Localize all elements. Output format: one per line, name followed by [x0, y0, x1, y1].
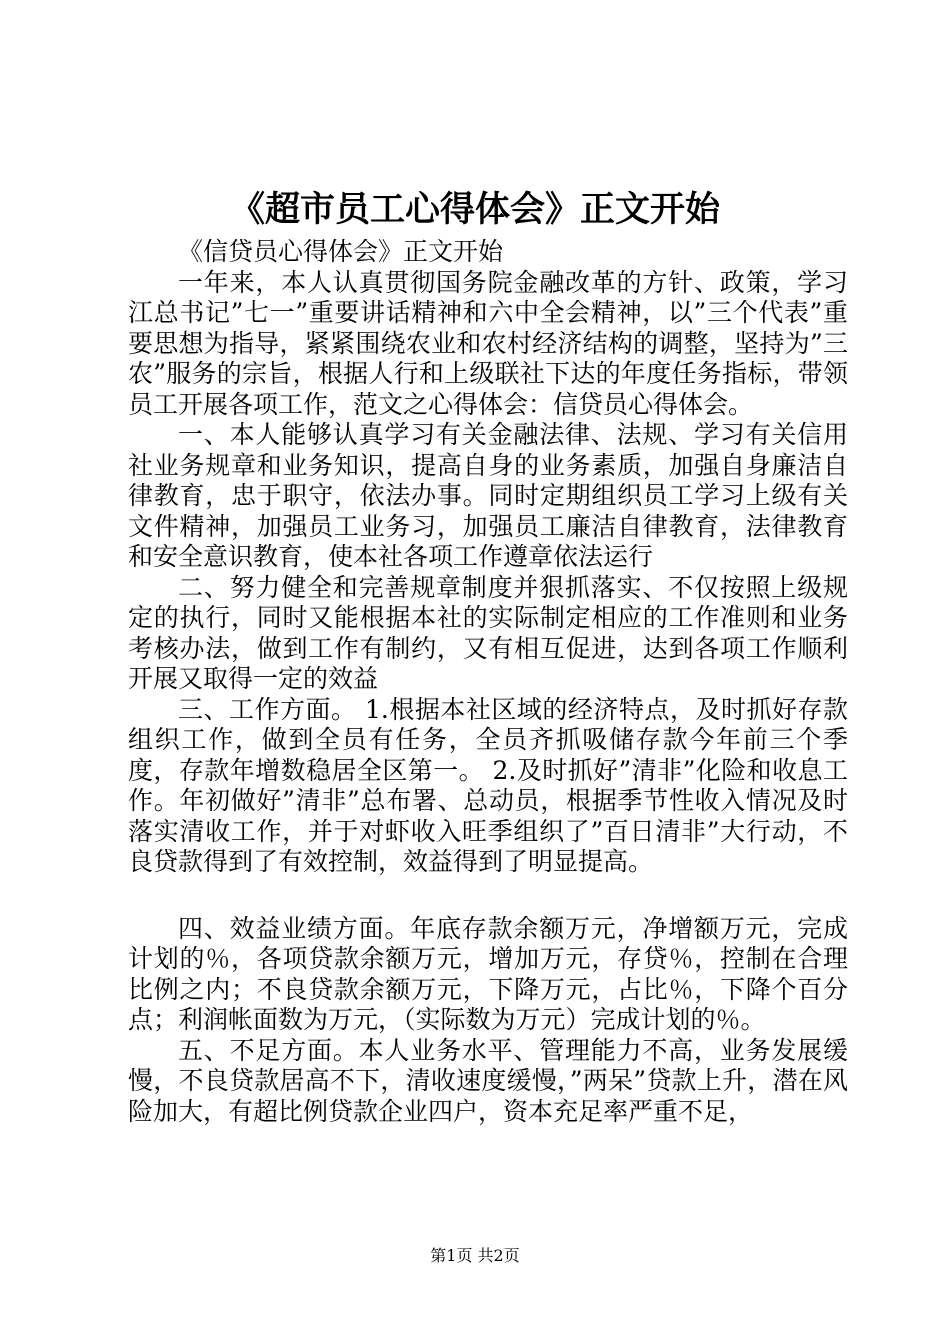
paragraph-section-5: 五、不足方面。本人业务水平、管理能力不高，业务发展缓慢，不良贷款居高不下，清收速度缓慢，”两呆”贷款上升，潜在风险加大，有超比例贷款企业四户，资本充足率严重不足，: [128, 1035, 848, 1126]
paragraph-section-2: 二、努力健全和完善规章制度并狠抓落实、不仅按照上级规定的执行，同时又能根据本社的实际制定相应的工作准则和业务考核办法，做到工作有制约，又有相互促进，达到各项工作顺利开展又取得一定的效益: [128, 572, 848, 693]
document-title: 《超市员工心得体会》正文开始: [229, 189, 720, 230]
paragraph-section-3: 三、工作方面。 1.根据本社区域的经济特点，及时抓好存款组织工作，做到全员有任务，全员齐抓吸储存款今年前三个季度，存款年增数稳居全区第一。 2.及时抓好”清非”化险和收息工作。年初做好”清非”总布署、总动员，根据季节性收入情况及时落实清收工作，并于对虾收入旺季组织了”百日清非”大行动，不良贷款得到了有效控制，效益得到了明显提高。: [128, 694, 848, 876]
document-body: [128, 237, 848, 1127]
paragraph-section-1: 一、本人能够认真学习有关金融法律、法规、学习有关信用社业务规章和业务知识，提高自身的业务素质，加强自身廉洁自律教育，忠于职守，依法办事。同时定期组织员工学习上级有关文件精神，加强员工业务习，加强员工廉洁自律教育，法律教育和安全意识教育，使本社各项工作遵章依法运行: [128, 420, 848, 571]
paragraph-section-4: 四、效益业绩方面。年底存款余额万元，净增额万元，完成计划的％，各项贷款余额万元，增加万元，存贷％，控制在合理比例之内；不良贷款余额万元，下降万元，占比％，下降个百分点；利润帐面数为万元，（实际数为万元）完成计划的％。: [128, 913, 848, 1034]
paragraph-intro: 一年来，本人认真贯彻国务院金融改革的方针、政策，学习江总书记”七一”重要讲话精神和六中全会精神，以”三个代表”重要思想为指导，紧紧围绕农业和农村经济结构的调整，坚持为”三农”服务的宗旨，根据人行和上级联社下达的年度任务指标，带领员工开展各项工作，范文之心得体会：信贷员心得体会。: [128, 267, 848, 419]
paragraph-subtitle: 《信贷员心得体会》正文开始: [178, 237, 504, 266]
page-footer: 第1页 共2页: [430, 1246, 520, 1265]
